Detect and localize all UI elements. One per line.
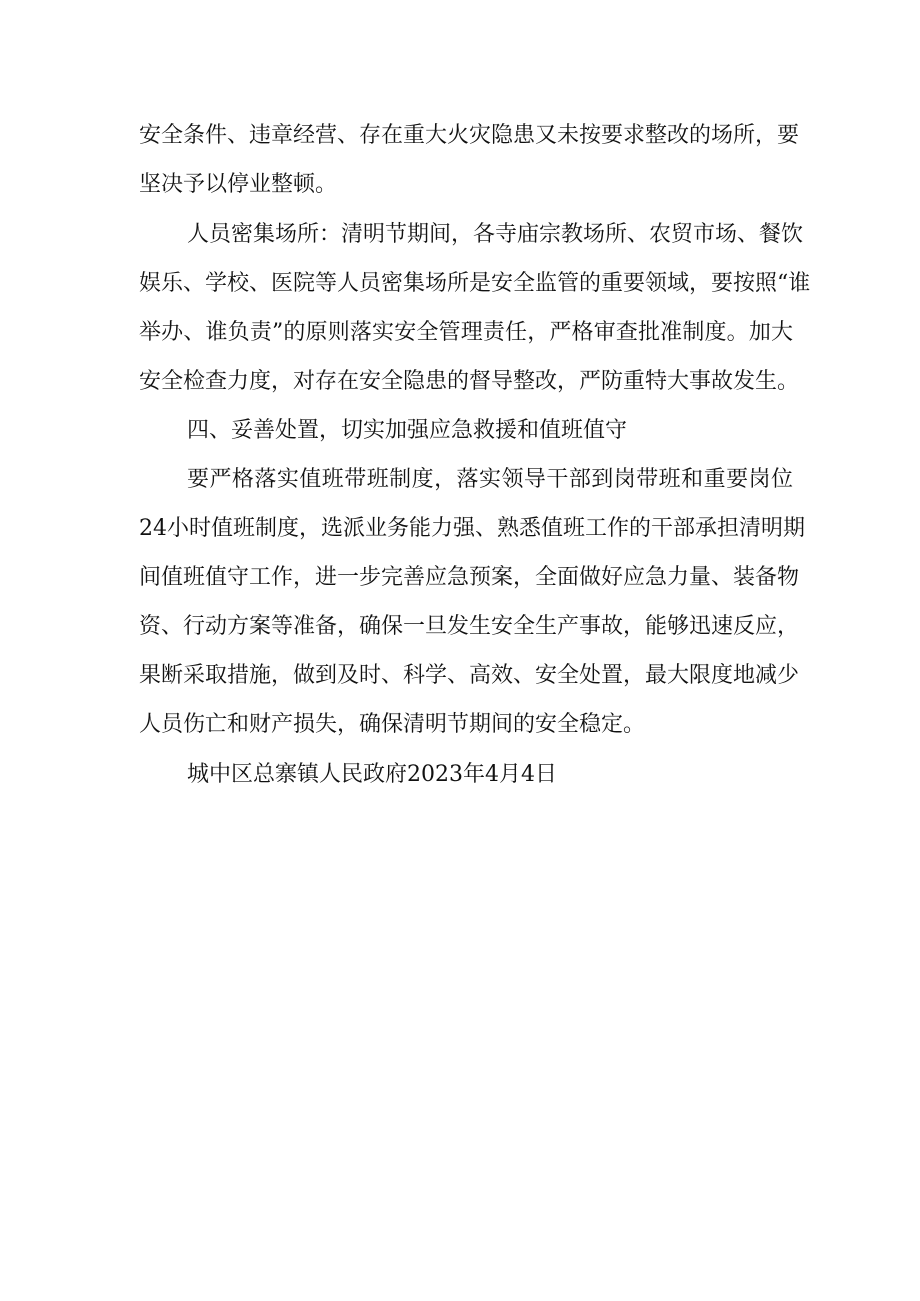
- signature-date: 城中区总寨镇人民政府2023年4月4日: [187, 762, 557, 787]
- paragraph-4-line-1: 要严格落实值班带班制度，落实领导干部到岗带班和重要岗位: [187, 467, 793, 492]
- section-heading: 四、妥善处置，切实加强应急救援和值班值守: [187, 418, 628, 443]
- paragraph-2-line-2: 娱乐、学校、医院等人员密集场所是安全监管的重要领域，要按照“谁: [139, 271, 811, 296]
- paragraph-4-line-5: 果断采取措施，做到及时、科学、高效、安全处置，最大限度地减少: [139, 663, 800, 688]
- paragraph-2-line-4: 安全检查力度，对存在安全隐患的督导整改，严防重特大事故发生。: [139, 369, 800, 394]
- paragraph-1-line-1: 安全条件、违章经营、存在重大火灾隐患又未按要求整改的场所，要: [139, 123, 800, 148]
- paragraph-4-line-3: 间值班值守工作，进一步完善应急预案，全面做好应急力量、装备物: [139, 565, 800, 590]
- paragraph-4-line-2: 24小时值班制度，选派业务能力强、熟悉值班工作的干部承担清明期: [139, 516, 805, 541]
- paragraph-2-line-3: 举办、谁负责”的原则落实安全管理责任，严格审查批准制度。加大: [139, 320, 793, 345]
- paragraph-4-line-4: 资、行动方案等准备，确保一旦发生安全生产事故，能够迅速反应，: [139, 614, 800, 639]
- paragraph-2-line-1: 人员密集场所：清明节期间，各寺庙宗教场所、农贸市场、餐饮: [187, 222, 804, 247]
- paragraph-4-line-6: 人员伤亡和财产损失，确保清明节期间的安全稳定。: [139, 712, 646, 737]
- paragraph-1-line-2: 坚决予以停业整顿。: [139, 172, 338, 197]
